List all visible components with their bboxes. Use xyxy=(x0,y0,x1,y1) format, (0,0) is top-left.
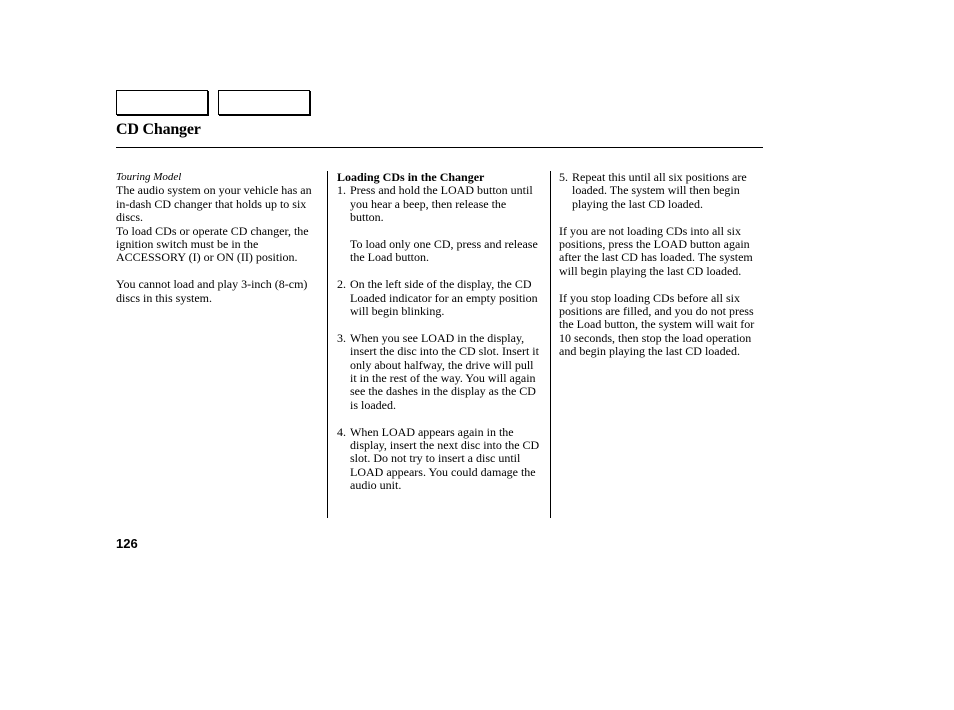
column-divider-1 xyxy=(327,171,328,518)
step-number: 3. xyxy=(337,330,346,345)
column-divider-2 xyxy=(550,171,551,518)
disc-size-paragraph: You cannot load and play 3-inch (8-cm) discs in this system. xyxy=(116,277,308,305)
step-text: Press and hold the LOAD button until you hear a beep, then release the button. xyxy=(350,183,533,225)
column-left xyxy=(116,171,321,305)
ignition-paragraph: To load CDs or operate CD changer, the ignition switch must be in the ACCESSORY (I) or ON (II) position. xyxy=(116,223,309,265)
section-tab-box-1 xyxy=(116,90,208,115)
step-text: When you see LOAD in the display, insert the disc into the CD slot. Insert it only about halfway, the drive will pull it in the rest of the way. You will again see the dashes in the display as the CD is loaded. xyxy=(350,330,539,412)
stop-loading-paragraph: If you stop loading CDs before all six positions are filled, and you do not press the Load button, the system will wait for 10 seconds, then stop the load operation and begin playing the last CD loaded. xyxy=(559,290,755,359)
column-right xyxy=(559,171,765,359)
step-text: Repeat this until all six positions are loaded. The system will then begin playing the last CD loaded. xyxy=(572,170,747,211)
intro-paragraph: The audio system on your vehicle has an in-dash CD changer that holds up to six discs. xyxy=(116,183,312,225)
page-number: 126 xyxy=(116,536,138,551)
step-5 xyxy=(559,171,765,211)
step-number: 2. xyxy=(337,277,346,292)
loading-heading: Loading CDs in the Changer xyxy=(337,170,485,184)
partial-load-paragraph: If you are not loading CDs into all six positions, press the LOAD button again after the last CD has loaded. The system will begin playing the last CD loaded. xyxy=(559,223,753,278)
step-1-note: To load only one CD, press and release the Load button. xyxy=(350,237,538,265)
section-tab-box-2 xyxy=(218,90,310,115)
step-3 xyxy=(337,332,542,412)
step-2 xyxy=(337,278,542,318)
title-rule xyxy=(116,147,763,148)
step-text: On the left side of the display, the CD Loaded indicator for an empty position will begin blinking. xyxy=(350,277,538,319)
step-1 xyxy=(337,184,542,224)
page-title: CD Changer xyxy=(116,121,201,138)
step-4 xyxy=(337,426,542,493)
step-text: When LOAD appears again in the display, insert the next disc into the CD slot. Do not try to insert a disc until LOAD appears. You could damage the audio unit. xyxy=(350,424,540,493)
step-number: 5. xyxy=(559,170,568,184)
step-number: 1. xyxy=(337,183,346,198)
step-number: 4. xyxy=(337,424,346,439)
column-middle xyxy=(337,171,542,493)
model-label: Touring Model xyxy=(116,171,182,183)
